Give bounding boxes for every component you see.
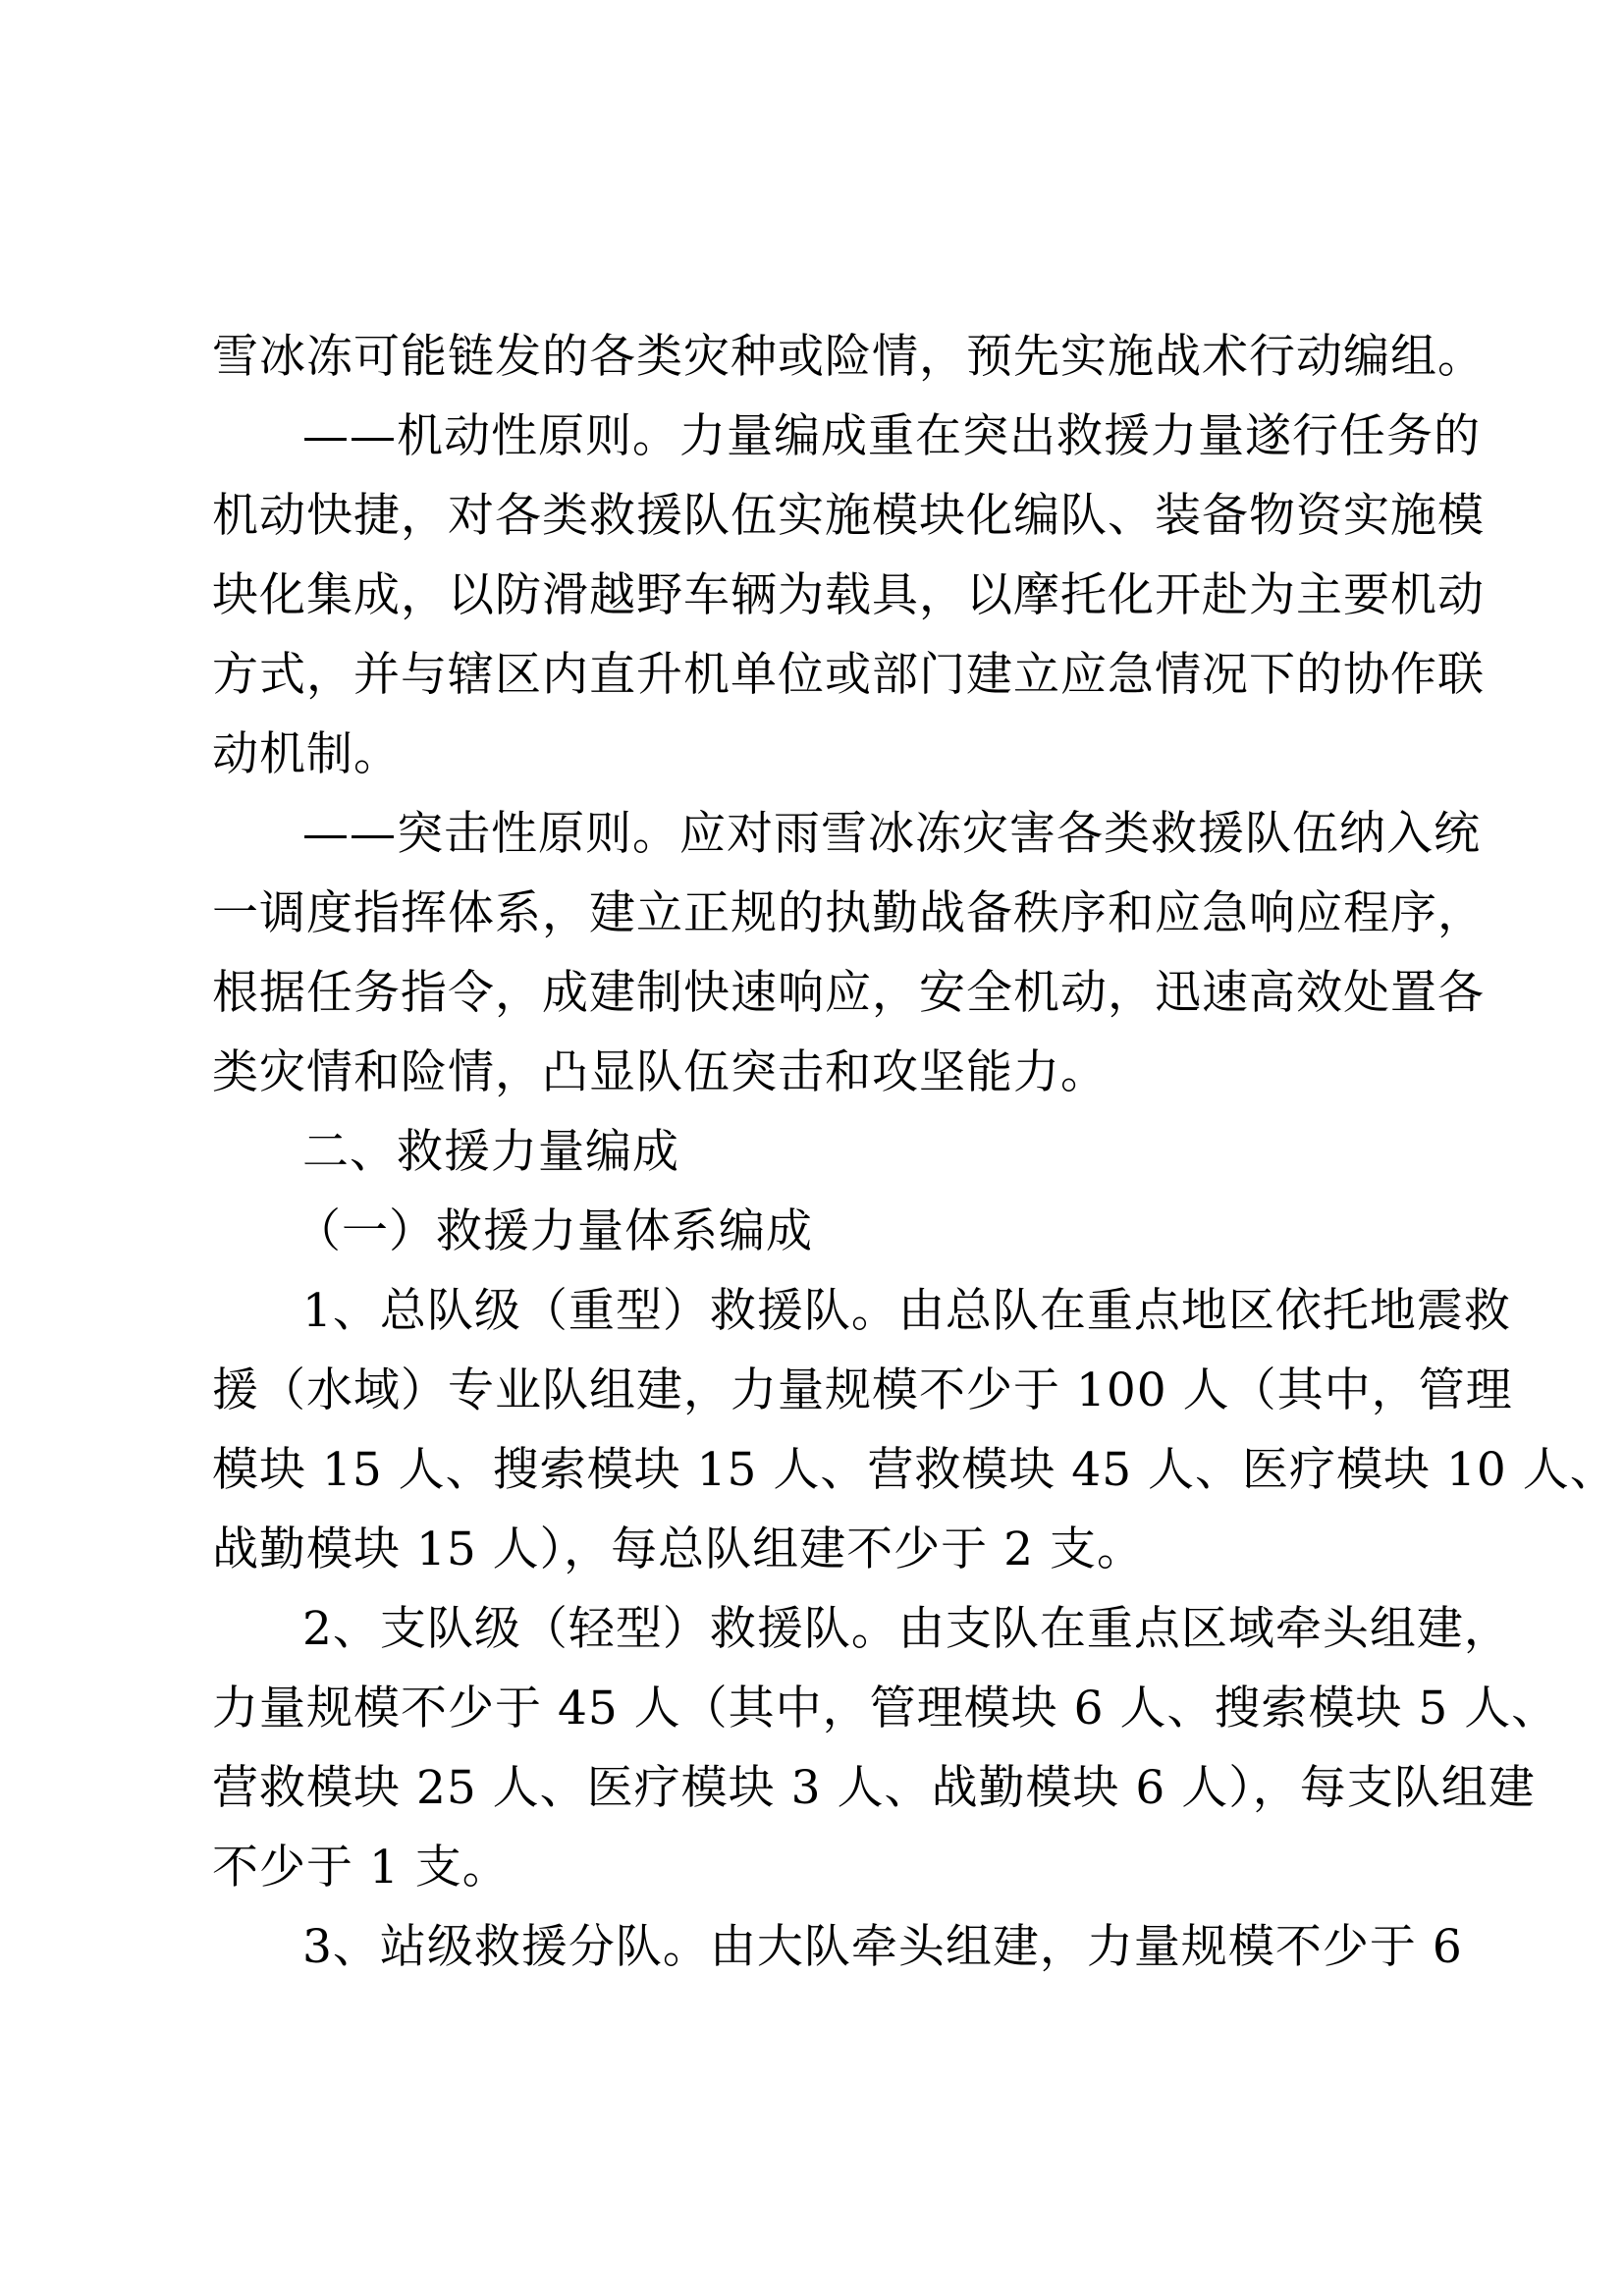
paragraph-line: 力量规模不少于 45 人（其中，管理模块 6 人、搜索模块 5 人、	[212, 1682, 1559, 1735]
paragraph-line: 1、总队级（重型）救援队。由总队在重点地区依托地震救	[302, 1284, 1511, 1338]
paragraph-line: 营救模块 25 人、医疗模块 3 人、战勤模块 6 人），每支队组建	[212, 1761, 1536, 1815]
paragraph-line: 雪冰冻可能链发的各类灾种或险情，预先实施战术行动编组。	[212, 330, 1485, 384]
paragraph-line: 机动快捷，对各类救援队伍实施模块化编队、装备物资实施模	[212, 489, 1485, 543]
paragraph-line: 根据任务指令，成建制快速响应，安全机动，迅速高效处置各	[212, 966, 1485, 1020]
paragraph-line: 不少于 1 支。	[212, 1841, 510, 1895]
subsection-heading: （一）救援力量体系编成	[295, 1204, 813, 1258]
paragraph-line: 战勤模块 15 人），每总队组建不少于 2 支。	[212, 1522, 1144, 1576]
paragraph-line: ——突击性原则。应对雨雪冰冻灾害各类救援队伍纳入统	[302, 807, 1481, 861]
paragraph-line: 方式，并与辖区内直升机单位或部门建立应急情况下的协作联	[212, 648, 1485, 702]
paragraph-line: 块化集成，以防滑越野车辆为载具，以摩托化开赴为主要机动	[212, 568, 1485, 622]
paragraph-line: 2、支队级（轻型）救援队。由支队在重点区域牵头组建，	[302, 1602, 1511, 1656]
paragraph-line: 3、站级救援分队。由大队牵头组建，力量规模不少于 6	[302, 1920, 1463, 1974]
paragraph-line: 模块 15 人、搜索模块 15 人、营救模块 45 人、医疗模块 10 人、	[212, 1443, 1617, 1497]
paragraph-line: 动机制。	[212, 727, 401, 781]
paragraph-line: ——机动性原则。力量编成重在突出救援力量遂行任务的	[302, 409, 1481, 463]
paragraph-line: 援（水域）专业队组建，力量规模不少于 100 人（其中，管理	[212, 1363, 1513, 1417]
paragraph-line: 类灾情和险情，凸显队伍突击和攻坚能力。	[212, 1045, 1108, 1099]
section-heading: 二、救援力量编成	[302, 1125, 679, 1179]
paragraph-line: 一调度指挥体系，建立正规的执勤战备秩序和应急响应程序，	[212, 886, 1485, 940]
